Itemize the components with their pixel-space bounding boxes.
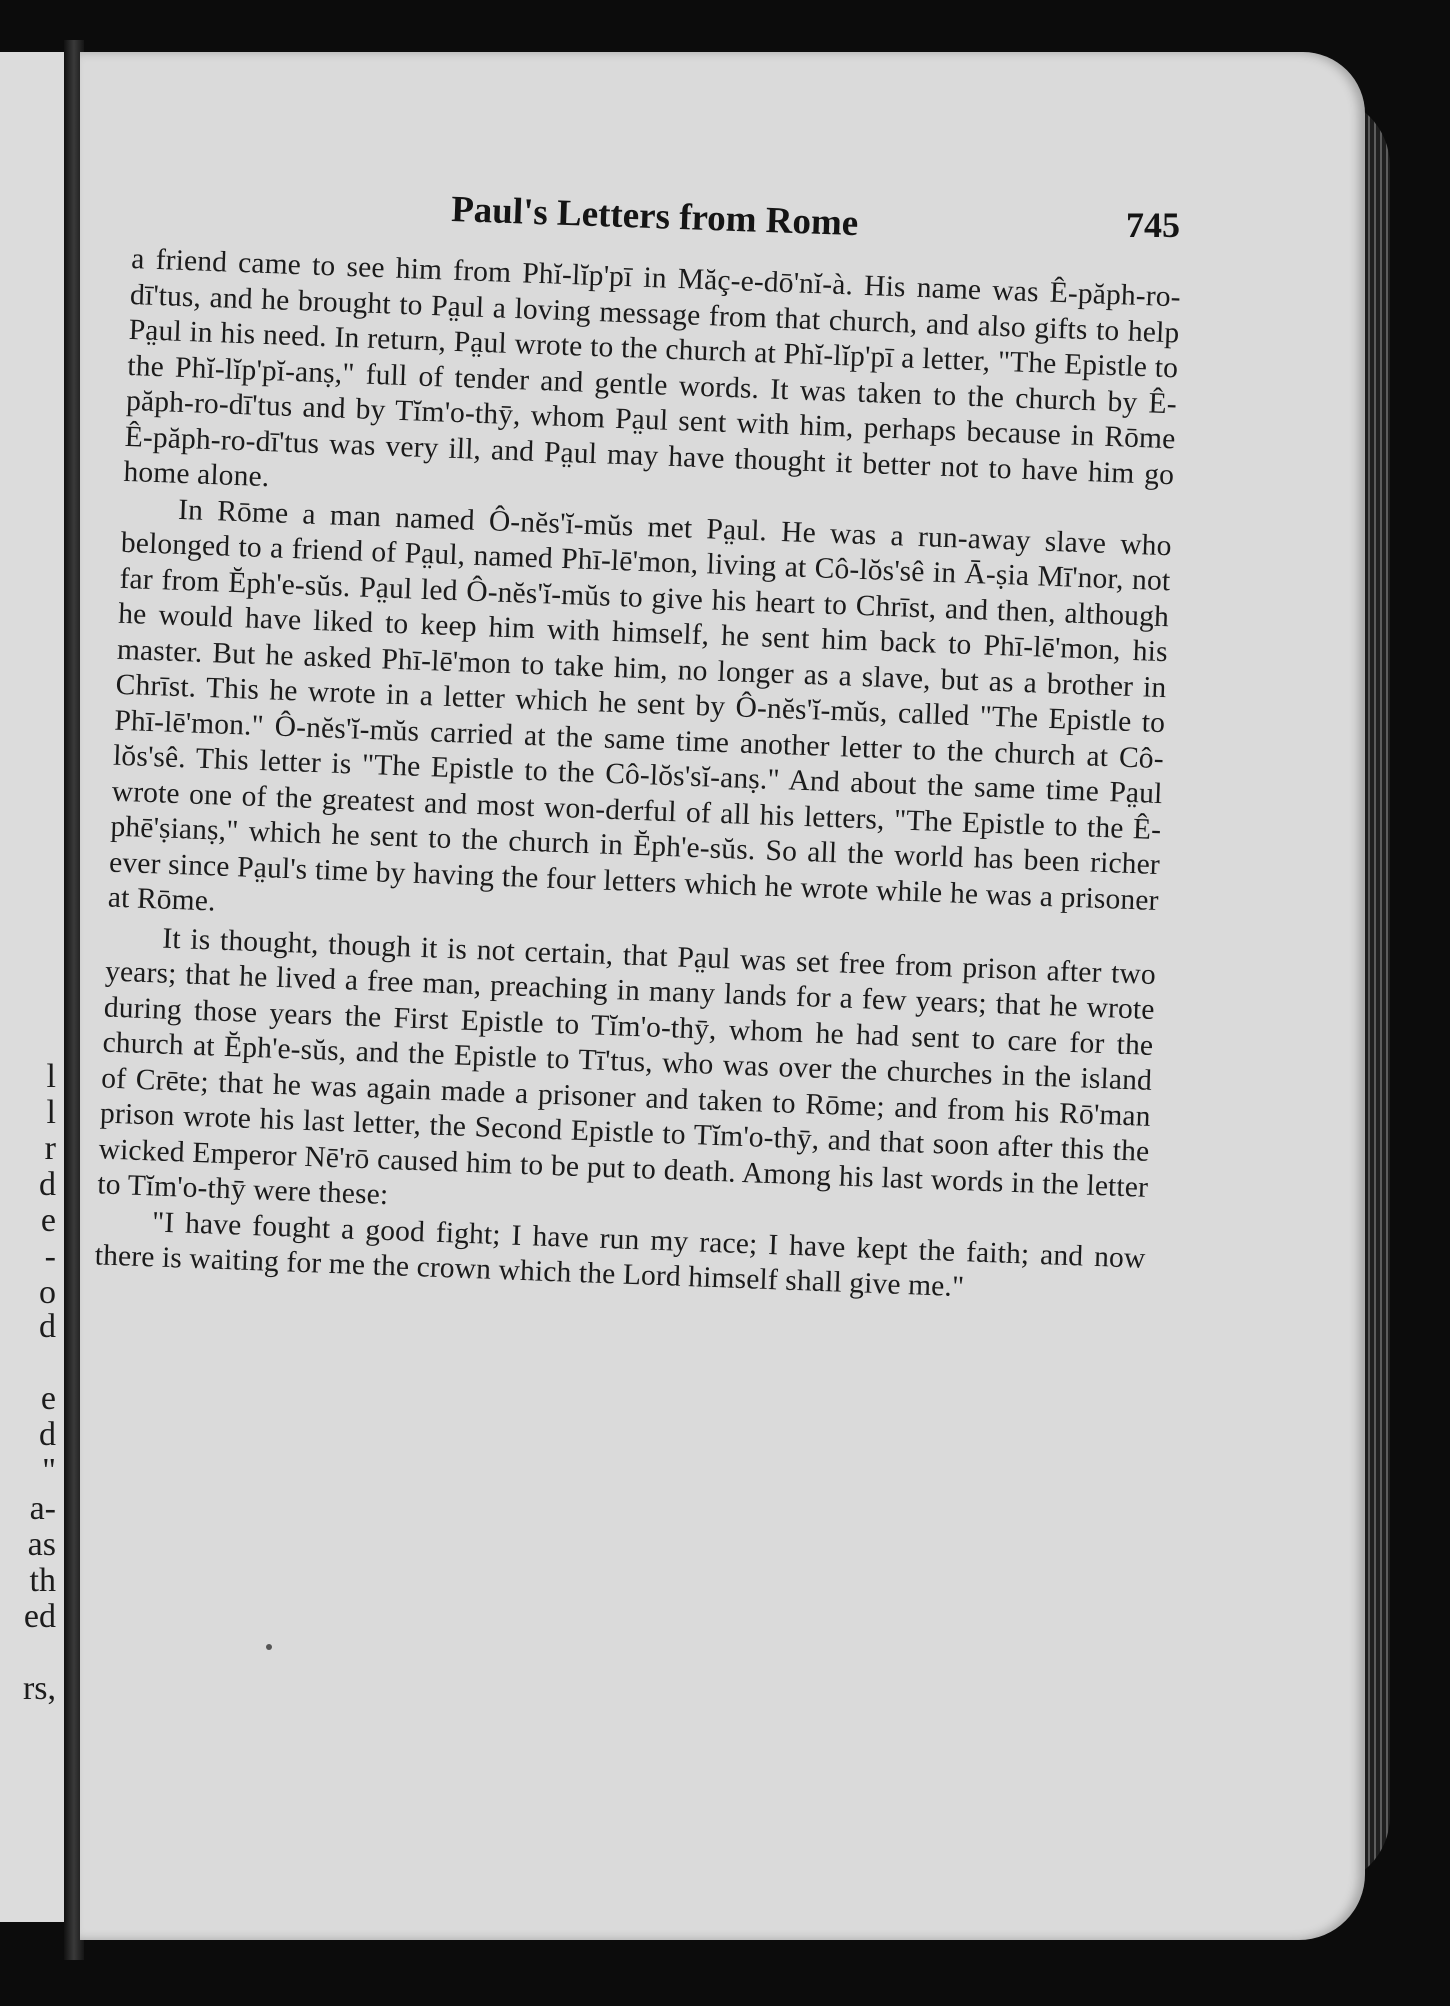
paragraph: "I have fought a good fight; I have run my race; I have kept the faith; and now there is waiting for me the crown which the Lord himself shall give me."	[94, 1205, 1147, 1304]
left-page-fragment: d	[39, 1416, 56, 1453]
page-header	[80, 182, 1365, 252]
running-title: Paul's Letters from Rome	[450, 188, 859, 245]
paragraph: It is thought, though it is not certain, that Pa̤ul was set free from prison after two years; that he lived a free man, preaching in many lands for a few years; that he wrote during those years the First Epistle to Tĭm'o-thȳ, whom he had sent to care for the church at Ĕph'e-sŭs, and the Epistle to Tī'tus, who was over the churches in the island of Crēte; that he was again made a prisoner and taken to Rōme; and from his Rō'man prison wrote his last letter, the Second Epistle to Tĭm'o-thȳ, and that soon after this the wicked Emperor Nē'rō caused him to be put to death. Among his last words in the letter to Tĭm'o-thȳ were these:	[96, 922, 1157, 1212]
previous-page-edge	[0, 52, 67, 1922]
left-page-fragment: ed	[23, 1598, 56, 1635]
paragraph: In Rōme a man named Ô-nĕs'ĭ-mŭs met Pa̤ul. He was a run-away slave who belonged to a friend of Pa̤ul, named Phī-lē'mon, living at Cô-lŏs'sê in Ā-ṣia Mī'nor, not far from Ĕph'e-sŭs. Pa̤ul led Ô-nĕs'ĭ-mŭs to give his heart to Chrīst, and then, although he would have liked to keep him with himself, he sent him back to Phī-lē'mon, his master. But he asked Phī-lē'mon to take him, no longer as a slave, but as a brother in Chrīst. This he wrote in a letter which he sent by Ô-nĕs'ĭ-mŭs, called "The Epistle to Phī-lē'mon." Ô-nĕs'ĭ-mŭs carried at the same time another letter to the church at Cô-lŏs'sê. This letter is "The Epistle to the Cô-lŏs'sĭ-anṣ." And about the same time Pa̤ul wrote one of the greatest and most won-derful of all his letters, "The Epistle to the Ê-phē'ṣianṣ," which he sent to the church in Ĕph'e-sŭs. So all the world has been richer ever since Pa̤ul's time by having the four letters which he wrote while he was a prisoner at Rōme.	[107, 493, 1173, 918]
left-page-fragment: r	[44, 1130, 56, 1167]
left-page-fragment: a-	[29, 1490, 56, 1527]
left-page-fragment: d	[39, 1166, 56, 1203]
left-page-fragment: as	[27, 1526, 56, 1563]
left-page-fragment: l	[46, 1094, 56, 1131]
left-page-fragment: rs,	[22, 1670, 56, 1707]
book-page	[80, 52, 1365, 1940]
body-text	[94, 242, 1181, 1312]
left-page-fragment: -	[44, 1238, 56, 1275]
left-page-fragment: l	[46, 1058, 56, 1095]
left-page-fragment: e	[40, 1202, 56, 1239]
left-page-fragment: e	[40, 1380, 56, 1417]
left-page-fragment: th	[29, 1562, 56, 1599]
left-page-fragment: o	[39, 1274, 56, 1311]
left-page-fragment: "	[42, 1452, 56, 1489]
left-page-fragment: d	[39, 1308, 56, 1345]
paragraph: a friend came to see him from Phĭ-lĭp'pī in Măç-e-dō'nĭ-à. His name was Ê-păph-ro-dī'tus, and he brought to Pa̤ul a loving message from that church, and also gifts to help Pa̤ul in his need. In return, Pa̤ul wrote to the church at Phĭ-lĭp'pī a letter, "The Epistle to the Phĭ-lĭp'pĭ-anṣ," full of tender and gentle words. It was taken to the church by Ê-păph-ro-dī'tus and by Tĭm'o-thȳ, whom Pa̤ul sent with him, perhaps because in Rōme Ê-păph-ro-dī'tus was very ill, and Pa̤ul may have thought it better not to have him go home alone.	[122, 242, 1182, 494]
ink-speck	[266, 1644, 272, 1650]
page-number: 745	[1126, 205, 1180, 245]
